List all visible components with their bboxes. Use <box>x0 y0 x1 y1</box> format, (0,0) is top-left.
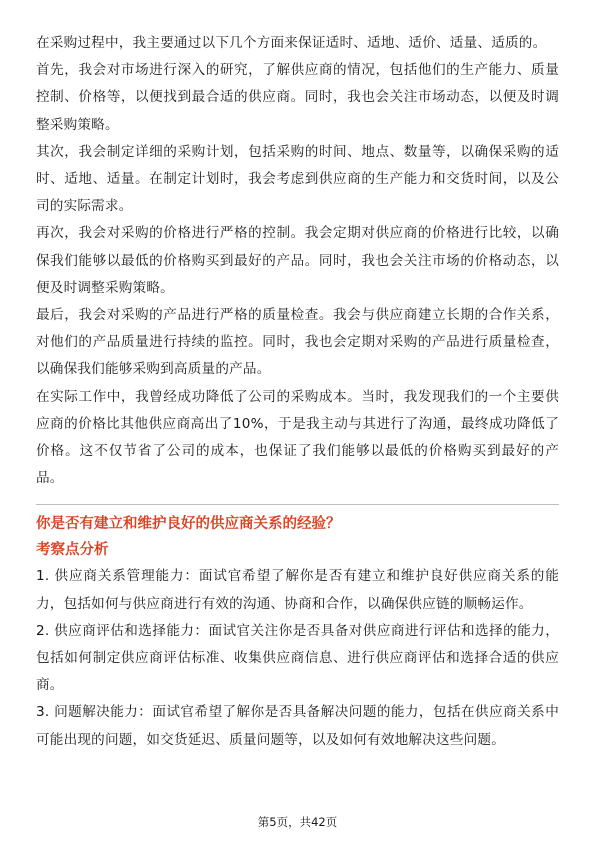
intro-paragraph: 在采购过程中，我主要通过以下几个方面来保证适时、适地、适价、适量、适质的。 <box>36 35 547 51</box>
page-footer: 第5页，共42页 <box>257 815 338 829</box>
intro-paragraph: 最后，我会对采购的产品进行严格的质量检查。我会与供应商建立长期的合作关系，对他们的产品质量进行持续的监控。同时，我也会定期对采购的产品进行质量检查，以确保我们能够采购到高质量的产品。 <box>36 307 559 378</box>
page-content <box>36 30 559 754</box>
section-divider <box>36 504 559 505</box>
analysis-heading: 考察点分析 <box>36 542 109 559</box>
intro-paragraph: 首先，我会对市场进行深入的研究，了解供应商的情况，包括他们的生产能力、质量控制、价格等，以便找到最合适的供应商。同时，我也会关注市场动态，以便及时调整采购策略。 <box>36 62 559 133</box>
analysis-point: 3. 问题解决能力：面试官希望了解你是否具备解决问题的能力，包括在供应商关系中可能出现的问题，如交货延迟、质量问题等，以及如何有效地解决这些问题。 <box>36 704 559 748</box>
analysis-point: 1. 供应商关系管理能力：面试官希望了解你是否有建立和维护良好供应商关系的能力，包括如何与供应商进行有效的沟通、协商和合作，以确保供应链的顺畅运作。 <box>36 568 559 612</box>
analysis-point: 2. 供应商评估和选择能力：面试官关注你是否具备对供应商进行评估和选择的能力，包括如何制定供应商评估标准、收集供应商信息、进行供应商评估和选择合适的供应商。 <box>36 622 559 694</box>
intro-paragraph: 再次，我会对采购的价格进行严格的控制。我会定期对供应商的价格进行比较，以确保我们能够以最低的价格购买到最好的产品。同时，我也会关注市场的价格动态，以便及时调整采购策略。 <box>36 225 559 296</box>
question-heading: 你是否有建立和维护良好的供应商关系的经验？ <box>36 516 341 533</box>
intro-paragraph: 在实际工作中，我曾经成功降低了公司的采购成本。当时，我发现我们的一个主要供应商的价格比其他供应商高出了10%，于是我主动与其进行了沟通，最终成功降低了价格。这不仅节省了公司的成本，也保证了我们能够以最低的价格购买到最好的产品。 <box>36 388 559 487</box>
intro-paragraph: 其次，我会制定详细的采购计划，包括采购的时间、地点、数量等，以确保采购的适时、适地、适量。在制定计划时，我会考虑到供应商的生产能力和交货时间，以及公司的实际需求。 <box>36 143 559 215</box>
